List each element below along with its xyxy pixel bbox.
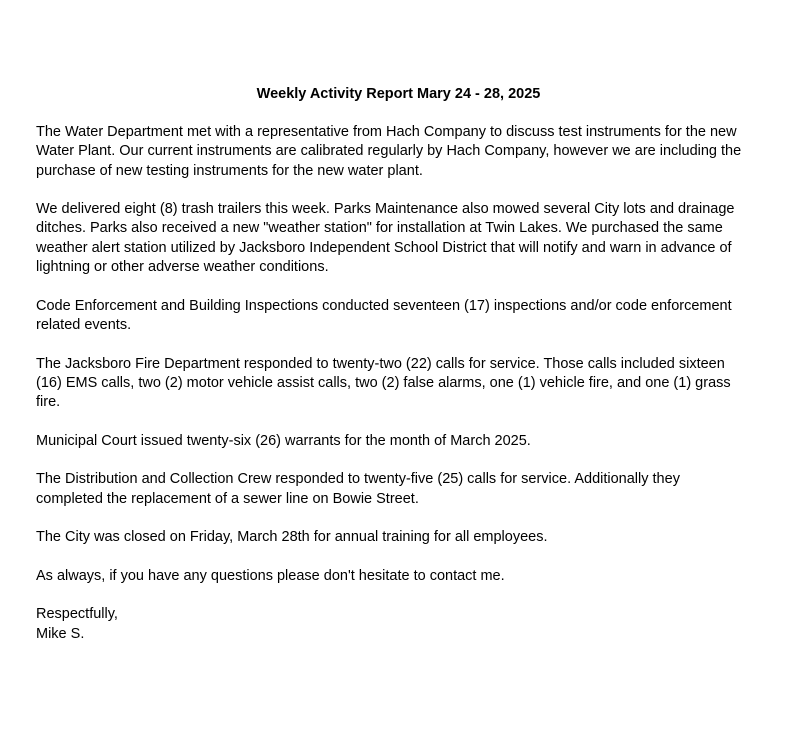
report-page — [36, 85, 761, 644]
report-title: Weekly Activity Report Mary 24 - 28, 2025 — [256, 86, 541, 102]
signature-name: Mike S. — [36, 625, 85, 642]
paragraph-distribution-crew: The Distribution and Collection Crew responded to twenty-five (25) calls for service. Additionally they completed the replacement of a sewer line on Bowie Street. — [36, 471, 680, 507]
closing-salutation: Respectfully, — [36, 606, 118, 623]
paragraph-code-enforcement: Code Enforcement and Building Inspections conducted seventeen (17) inspections and/or code enforcement related events. — [36, 297, 732, 333]
paragraph-parks-maintenance: We delivered eight (8) trash trailers this week. Parks Maintenance also mowed several City lots and drainage ditches. Parks also received a new "weather station" for installation at Twin Lakes. We purchased the same weather alert station utilized by Jacksboro Independent School District that will notify and warn in advance of lightning or other adverse weather conditions. — [36, 201, 735, 276]
paragraph-contact: As always, if you have any questions please don't hesitate to contact me. — [36, 567, 505, 584]
paragraph-water-department: The Water Department met with a representative from Hach Company to discuss test instruments for the new Water Plant. Our current instruments are calibrated regularly by Hach Company, however we are including the purchase of new testing instruments for the new water plant. — [36, 124, 742, 179]
paragraph-municipal-court: Municipal Court issued twenty-six (26) warrants for the month of March 2025. — [36, 432, 531, 449]
closing-block — [36, 605, 761, 644]
paragraph-city-closed: The City was closed on Friday, March 28th for annual training for all employees. — [36, 529, 548, 546]
paragraph-fire-department: The Jacksboro Fire Department responded to twenty-two (22) calls for service. Those calls included sixteen (16) EMS calls, two (2) motor vehicle assist calls, two (2) false alarms, one (1) vehicle fire, and one (1) grass fire. — [36, 355, 731, 411]
